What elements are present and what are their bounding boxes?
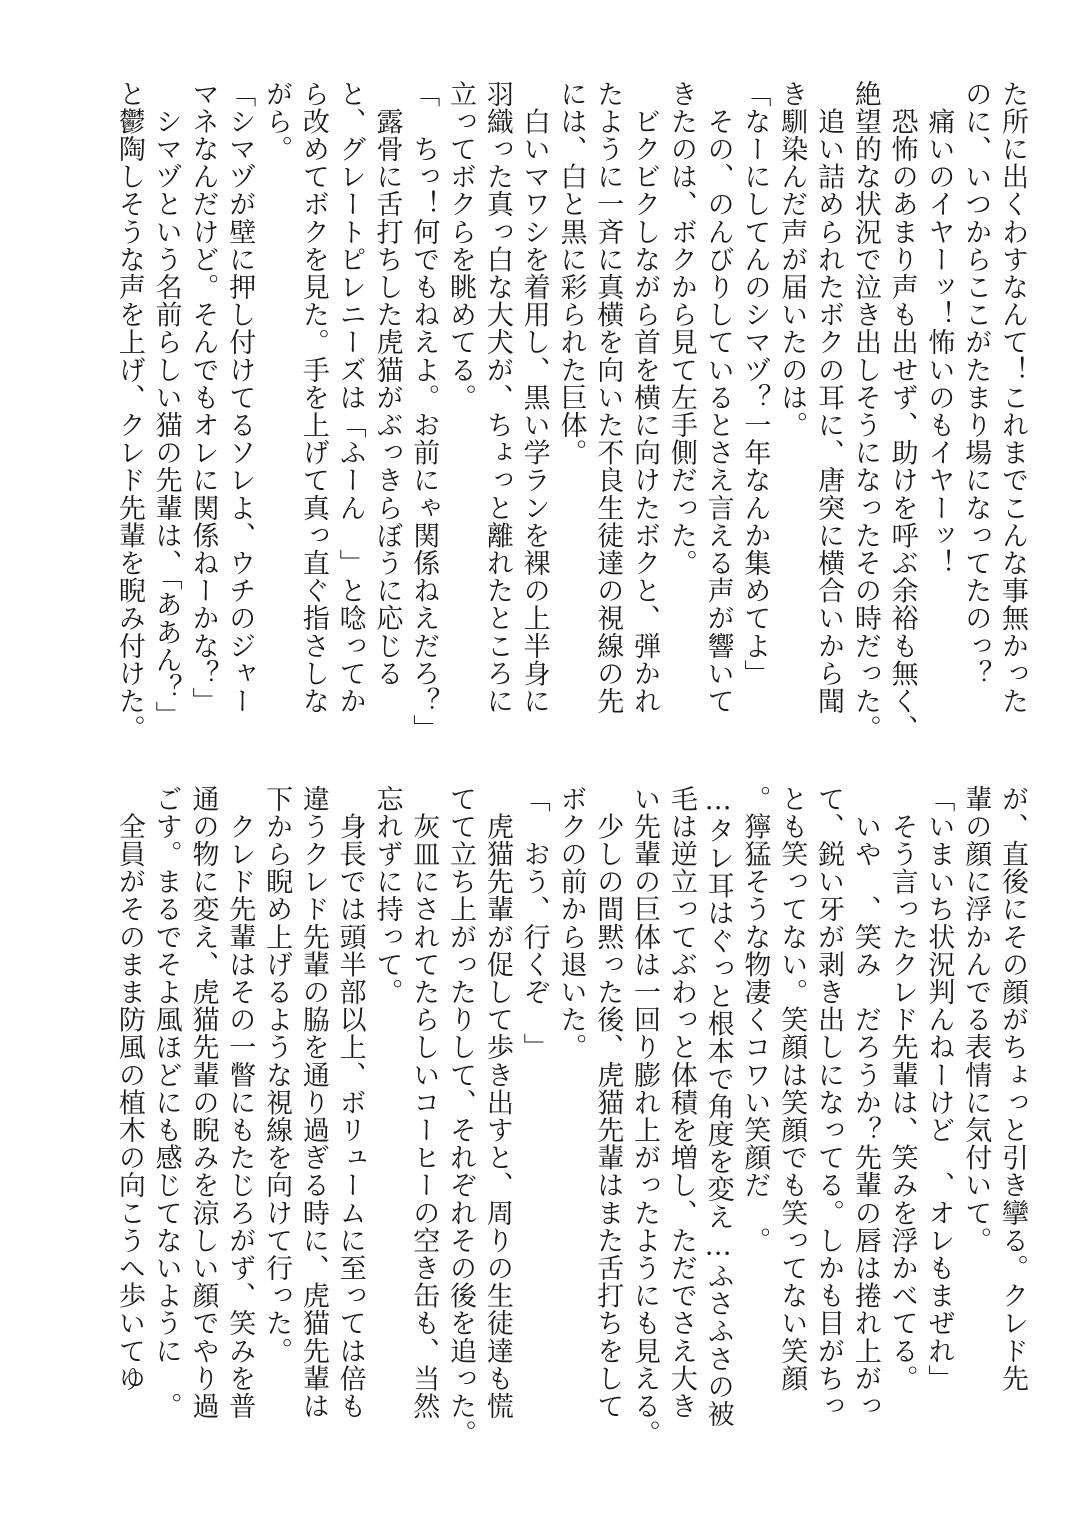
text-column: 追い詰められたボクの耳に、唐突に横合いから聞 [813, 80, 845, 715]
text-column: シマヅという名前らしい猫の先輩は、「ああん？」 [150, 80, 182, 729]
text-column: 忘れずに持って。 [371, 785, 403, 1006]
text-column: 少しの間黙った後、虎猫先輩はまた舌打ちをして [592, 785, 624, 1420]
text-column: 羽織った真っ白な大犬が、ちょっと離れたところに [481, 80, 513, 715]
text-column: 白いマワシを着用し、黒い学ランを裸の上半身に [518, 80, 550, 715]
text-column: 毛は逆立ってぶわっと体積を増し、ただでさえ大き [665, 785, 697, 1420]
text-column: クレド先輩はその一瞥にもたじろがず、笑みを普 [224, 785, 256, 1420]
text-column: て、鋭い牙が剥き出しになってる。しかも目がちっ [813, 785, 845, 1420]
text-column: 「 ちっ！何でもねえよ。お前にゃ関係ねえだろ？」 [408, 80, 440, 743]
text-column: 恐怖のあまり声も出せず、助けを呼ぶ余裕も無く、 [886, 80, 918, 743]
text-column: てて立ち上がったりして、それぞれその後を追った。 [445, 785, 477, 1448]
text-column: ビクビクしながら首を横に向けたボクと、弾かれ [629, 80, 661, 715]
text-column: 虎猫先輩が促して歩き出すと、周りの生徒達も慌 [481, 785, 513, 1420]
text-column: 下から睨め上げるような視線を向けて行った。 [261, 785, 293, 1365]
text-column: 「シマヅが壁に押し付けてるソレよ、ウチのジャー [224, 80, 256, 715]
text-column: 「いまいち状況判んねーけど 、オレもまぜれ」 [923, 785, 955, 1393]
text-column: とも笑ってない。笑顔は笑顔でも笑ってない笑顔 [776, 785, 808, 1393]
text-column: その、のんびりしているとさえ言える声が響いて [702, 80, 734, 715]
text-column: きたのは、ボクから見て左手側だった。 [665, 80, 697, 577]
text-column: 露骨に舌打ちした虎猫がぶっきらぼうに応じる [371, 80, 403, 688]
text-column: が、直後にその顔がちょっと引き攣る。クレド先 [997, 785, 1028, 1393]
text-column: 。獰猛そうな物凄くコワい笑顔だ 。 [739, 785, 771, 1255]
text-block-bottom [108, 785, 1030, 1448]
text-column: と、グレートピレニーズは「ふーん 」と唸ってか [334, 80, 366, 715]
text-column: 絶望的な状況で泣き出しそうになったその時だった。 [849, 80, 881, 743]
text-column: そう言ったクレド先輩は、笑みを浮かべてる。 [886, 785, 918, 1393]
text-column: い先輩の巨体は一回り膨れ上がったようにも見える。 [629, 785, 661, 1448]
text-block-top [108, 80, 1030, 743]
text-column: 灰皿にされてたらしいコーヒーの空き缶も、当然 [408, 785, 440, 1420]
text-column: ごす。まるでそよ風ほどにも感じてないように 。 [150, 785, 182, 1420]
text-column: マネなんだけど。そんでもオレに関係ねーかな？」 [187, 80, 219, 715]
text-column: ら改めてボクを見た。手を上げて真っ直ぐ指さしな [297, 80, 329, 715]
text-column: 身長では頭半部以上、ボリュームに至っては倍も [334, 785, 366, 1420]
text-column: 「なーにしてんのシマヅ？一年なんか集めてよ」 [739, 80, 771, 688]
text-column: 通の物に変え、虎猫先輩の睨みを涼しい顔でやり過 [187, 785, 219, 1420]
text-column: 痛いのイヤーッ！怖いのもイヤーッ！ [923, 80, 955, 577]
text-column: 輩の顔に浮かんでる表情に気付いて。 [960, 785, 992, 1255]
text-column: がら。 [261, 80, 293, 163]
text-column: いや 、笑み だろうか？先輩の唇は捲れ上がっ [849, 785, 881, 1420]
text-column: た所に出くわすなんて！これまでこんな事無かった [997, 80, 1028, 715]
text-column: 全員がそのまま防風の植木の向こうへ歩いてゆ [113, 785, 145, 1393]
text-column: …タレ耳はぐっと根本で角度を変え…ふさふさの被 [702, 785, 734, 1428]
text-column: 違うクレド先輩の脇を通り過ぎる時に、虎猫先輩は [297, 785, 329, 1420]
text-column: き馴染んだ声が届いたのは。 [776, 80, 808, 439]
text-column: たように一斉に真横を向いた不良生徒達の視線の先 [592, 80, 624, 715]
text-column: 立ってボクらを眺めてる。 [445, 80, 477, 412]
text-column: ボクの前から退いた。 [555, 785, 587, 1061]
text-column: のに、いつからここがたまり場になってたのっ？ [960, 80, 992, 688]
text-column: 「 おう、行くぞ 」 [518, 785, 550, 1061]
text-column: と鬱陶しそうな声を上げ、クレド先輩を睨み付けた。 [113, 80, 145, 743]
text-column: には、白と黒に彩られた巨体。 [555, 80, 587, 467]
